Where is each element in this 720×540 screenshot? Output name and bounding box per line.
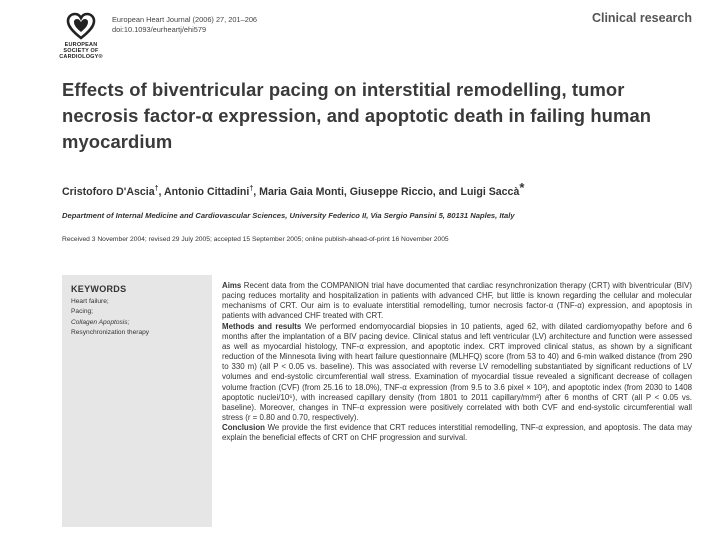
abstract-conclusion (222, 423, 692, 443)
author-list (62, 180, 712, 198)
methods-text: We performed endomyocardial biopsies in 10 patients, aged 62, with dilated cardiomyopathy before and 6 months after the implantation of a BIV pacing device. Clinical status and left ventricular (LV) architecture and function were assessed as well as myocardial histology, TNF-α expression, and apoptotic index. CRT improved clinical status, as shown by a significant reduction of the Minnesota living with heart failure questionnaire (MLHFQ) score (from 53 to 40) and 6-min walked distance (from 290 to 330 m) (all P < 0.05 vs. baseline). This was associated with reverse LV remodelling substantiated by significant reductions of LV volumes and end-systolic circumferential wall stress. Examination of myocardial tissue revealed a significant decrease of collagen volume fraction (CVF) (from 25.16 to 18.0%), TNF-α expression (from 9.5 to 3.6 pixel × 10³), and apoptotic index (from 2030 to 1408 apoptotic nuclei/10⁶), with increased capillary density (from 1801 to 2011 capillary/mm³) after 6 months of CRT (all P < 0.05 vs. baseline). Moreover, changes in TNF-α expression were positively correlated with both CVF and end-systolic circumferential wall stress (r = 0.80 and 0.70, respectively). (222, 321, 692, 423)
heart-logo-icon (66, 12, 96, 40)
keywords-list (71, 297, 149, 338)
keyword-item: Heart failure; (71, 298, 109, 305)
society-logo (56, 12, 106, 60)
logo-text-line: SOCIETY OF (63, 48, 99, 54)
keyword-item: Resynchronization therapy (71, 328, 150, 336)
publication-dates: Received 3 November 2004; revised 29 July 2005; accepted 15 September 2005; online publish-ahead-of-print 16 November 2005 (62, 236, 449, 243)
keyword-item: Collagen Apoptosis; (71, 318, 130, 326)
aims-label: Aims (222, 281, 242, 290)
affiliation: Department of Internal Medicine and Cardiovascular Sciences, University Federico II, Via Sergio Pansini 5, 80131 Naples, Italy (62, 211, 515, 220)
citation-line: European Heart Journal (2006) 27, 201–206 (112, 15, 258, 24)
methods-label: Methods and results (222, 321, 302, 331)
author-name: Antonio Cittadini (164, 186, 250, 198)
author-mark: † (249, 185, 254, 193)
conclusion-text: We provide the first evidence that CRT reduces interstitial remodelling, TNF-α expression, and apoptosis. The data may explain the beneficial effects of CRT on CHF progression and survival. (222, 423, 692, 443)
keywords-heading: KEYWORDS (71, 284, 127, 294)
aims-text: Recent data from the COMPANION trial have documented that cardiac resynchronization therapy (CRT) with biventricular (BIV) pacing reduces mortality and hospitalization in patients with advanced CHF, but little is known regarding the cellular and molecular mechanisms of CRT. Our aim is to evaluate interstitial remodelling, tumor necrosis factor-α (TNF-α) expression, and apoptosis in patients with advanced CHF treated with CRT. (222, 281, 692, 321)
keyword-item: Pacing; (71, 308, 93, 316)
logo-text-line: CARDIOLOGY® (59, 54, 103, 60)
corresponding-author-mark: * (519, 180, 525, 195)
author-separator: , (158, 186, 164, 198)
title-lead: Effects of biventricular pacing on interstitial remodelling, tumor necrosis factor- (62, 79, 625, 126)
journal-citation (112, 15, 257, 35)
section-label: Clinical research (591, 11, 692, 25)
abstract (222, 281, 692, 444)
author-separator: , and (432, 186, 461, 198)
author-name: Giuseppe Riccio (349, 186, 433, 198)
abstract-aims (222, 281, 692, 322)
title-tail: expression, and apoptotic death in failing human myocardium (62, 105, 652, 152)
author-name: Maria Gaia Monti (259, 186, 344, 198)
conclusion-label: Conclusion (222, 423, 265, 433)
author-separator: , (253, 186, 260, 198)
logo-text (56, 42, 106, 60)
abstract-methods (222, 322, 692, 424)
author-name: Cristoforo D'Ascia (62, 186, 155, 198)
author-separator: , (343, 186, 350, 198)
logo-text-line: EUROPEAN (64, 42, 98, 48)
author-mark: † (154, 185, 159, 193)
paper-title (62, 77, 702, 155)
doi-line[interactable]: doi:10.1093/eurheartj/ehi579 (112, 25, 207, 34)
author-name: Luigi Saccà (460, 186, 520, 198)
title-symbol: α (201, 105, 213, 126)
